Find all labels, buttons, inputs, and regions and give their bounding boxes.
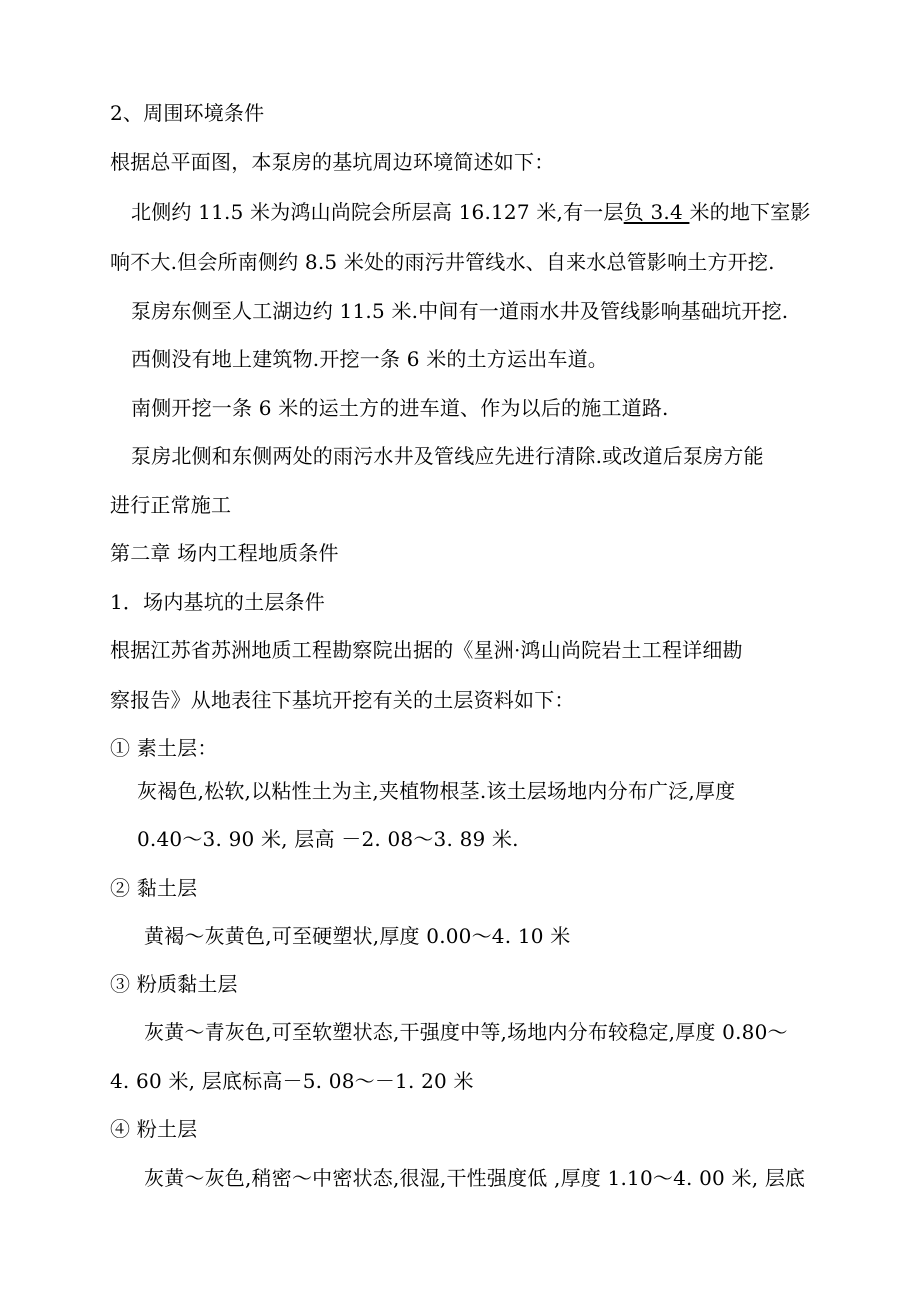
- paragraph-line: 4. 60 米, 层底标高－5. 08～－1. 20 米: [110, 1069, 474, 1093]
- paragraph-line: 响不大.但会所南侧约 8.5 米处的雨污井管线水、自来水总管影响土方开挖.: [110, 250, 775, 274]
- paragraph-line: 进行正常施工: [110, 493, 232, 517]
- layer-heading-3: ③ 粉质黏土层: [110, 972, 238, 996]
- paragraph-line: [131, 198, 811, 226]
- paragraph-line: 根据总平面图，本泵房的基坑周边环境简述如下：: [110, 150, 555, 174]
- section-heading-surroundings: 2、周围环境条件: [110, 101, 265, 125]
- paragraph-line: 根据江苏省苏洲地质工程勘察院出据的《星洲·鸿山尚院岩土工程详细勘: [110, 638, 743, 662]
- text-run: 米的地下室影: [689, 200, 811, 224]
- section-heading-soil-layers: 1．场内基坑的土层条件: [110, 590, 325, 614]
- underlined-text: 负 3.4: [623, 200, 690, 224]
- paragraph-line: 西侧没有地上建筑物.开挖一条 6 米的土方运出车道。: [131, 347, 608, 371]
- paragraph-line: 黄褐～灰黄色,可至硬塑状,厚度 0.00～4. 10 米: [144, 924, 571, 948]
- paragraph-line: 灰褐色,松软,以粘性土为主,夹植物根茎.该土层场地内分布广泛,厚度: [137, 779, 736, 803]
- paragraph-line: 灰黄～灰色,稍密～中密状态,很湿,干性强度低 ,厚度 1.10～4. 00 米, 层底: [144, 1166, 806, 1190]
- paragraph-line: 察报告》从地表往下基坑开挖有关的土层资料如下：: [110, 688, 575, 712]
- paragraph-line: 泵房北侧和东侧两处的雨污水井及管线应先进行清除.或改道后泵房方能: [131, 444, 764, 468]
- paragraph-line: 南侧开挖一条 6 米的运土方的进车道、作为以后的施工道路.: [131, 396, 669, 420]
- paragraph-line: 泵房东侧至人工湖边约 11.5 米.中间有一道雨水井及管线影响基础坑开挖.: [131, 299, 789, 323]
- paragraph-line: 灰黄～青灰色,可至软塑状态,干强度中等,场地内分布较稳定,厚度 0.80～: [144, 1020, 788, 1044]
- layer-heading-4: ④ 粉土层: [110, 1117, 198, 1141]
- paragraph-line: 0.40～3. 90 米, 层高 －2. 08～3. 89 米.: [137, 827, 519, 851]
- chapter-heading: 第二章 场内工程地质条件: [110, 541, 339, 565]
- layer-heading-2: ② 黏土层: [110, 876, 198, 900]
- text-run: 北侧约 11.5 米为鸿山尚院会所层高 16.127 米,有一层: [131, 200, 624, 224]
- layer-heading-1: ① 素土层：: [110, 736, 218, 760]
